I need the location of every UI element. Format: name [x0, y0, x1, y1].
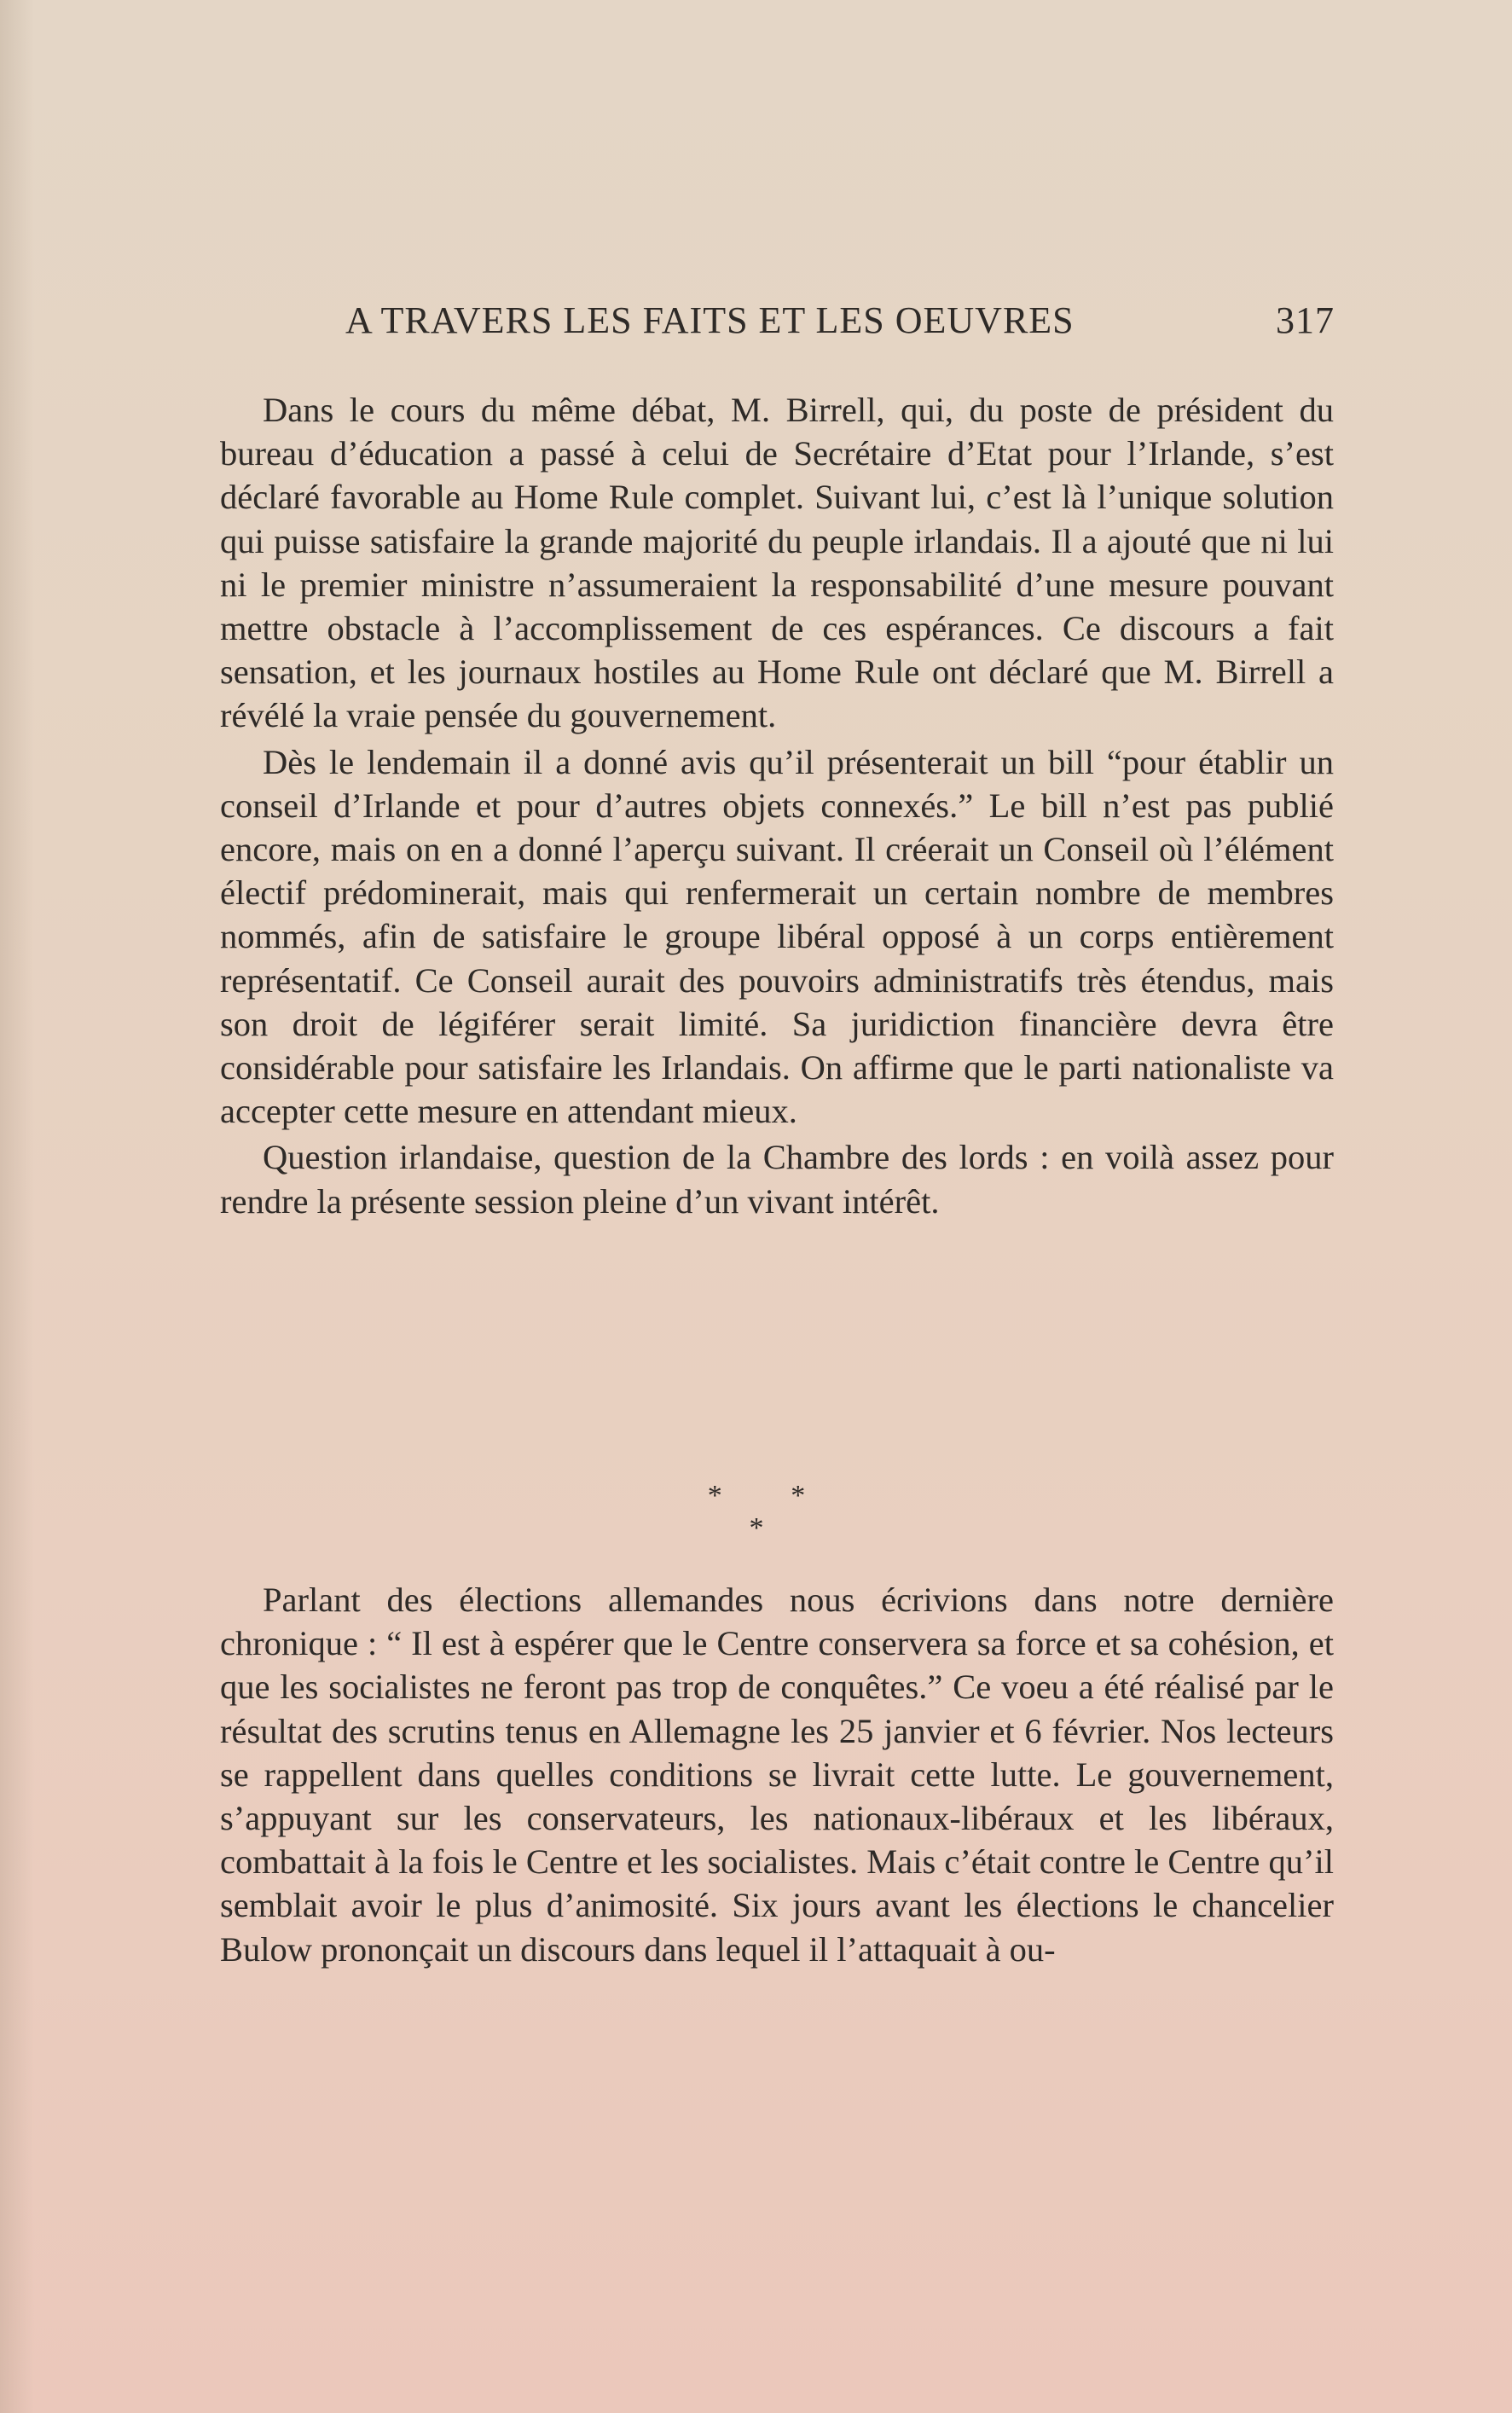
section-separator: * * *	[707, 1480, 837, 1544]
paragraph-birrell-home-rule: Dans le cours du même débat, M. Birrell, qui, du poste de président du bureau d’éducation a passé à celui de Secrétaire d’Etat pour l’Irlande, s’est déclaré favorable au Home Rule complet. Suivant lui, c’est là l’unique solution qui puisse satisfaire la grande majorité du peuple irlandais. Il a ajouté que ni lui ni le premier ministre n’assumeraient la responsabilité d’une mesure pouvant mettre obstacle à l’accomplissement de ces espérances. Ce discours a fait sensation, et les journaux hostiles au Home Rule ont déclaré que M. Birrell a révélé la vraie pensée du gouvernement.	[220, 391, 1334, 735]
paragraph-irish-council-bill: Dès le lendemain il a donné avis qu’il présenterait un bill “pour établir un conseil d’Irlande et pour d’autres objets connexés.” Le bill n’est pas publié encore, mais on en a donné l’aperçu suivant. Il créerait un Conseil où l’élément électif prédominerait, mais qui renfermerait un certain nombre de membres nommés, afin de satisfaire le groupe libéral opposé à un corps entièrement représentatif. Ce Conseil aurait des pouvoirs administratifs très étendus, mais son droit de légiférer serait limité. Sa juridiction financière devra être considérable pour satisfaire les Irlandais. On affirme que le parti nationaliste va accepter cette mesure en attendant mieux.	[220, 742, 1334, 1131]
section-german-elections	[220, 1578, 1334, 1971]
page-number: 317	[1276, 299, 1335, 341]
running-title: A TRAVERS LES FAITS ET LES OEUVRES	[345, 299, 1075, 341]
paragraph-session-interest: Question irlandaise, question de la Chambre des lords : en voilà assez pour rendre la présente session pleine d’un vivant intérêt.	[220, 1138, 1334, 1221]
paragraph-german-elections: Parlant des élections allemandes nous écrivions dans notre dernière chronique : “ Il est à espérer que le Centre conservera sa force et sa cohésion, et que les socialistes ne feront pas trop de conquêtes.” Ce voeu a été réalisé par le résultat des scrutins tenus en Allemagne les 25 janvier et 6 février. Nos lecteurs se rappellent dans quelles conditions se livrait cette lutte. Le gouvernement, s’appuyant sur les conservateurs, les nationaux-libéraux et les libéraux, combattait à la fois le Centre et les socialistes. Mais c’était contre le Centre qu’il semblait avoir le plus d’animosité. Six jours avant les élections le chancelier Bulow prononçait un discours dans lequel il l’attaquait à ou-	[220, 1581, 1334, 1969]
section-irish-question	[220, 388, 1334, 1223]
running-head	[345, 299, 1335, 350]
